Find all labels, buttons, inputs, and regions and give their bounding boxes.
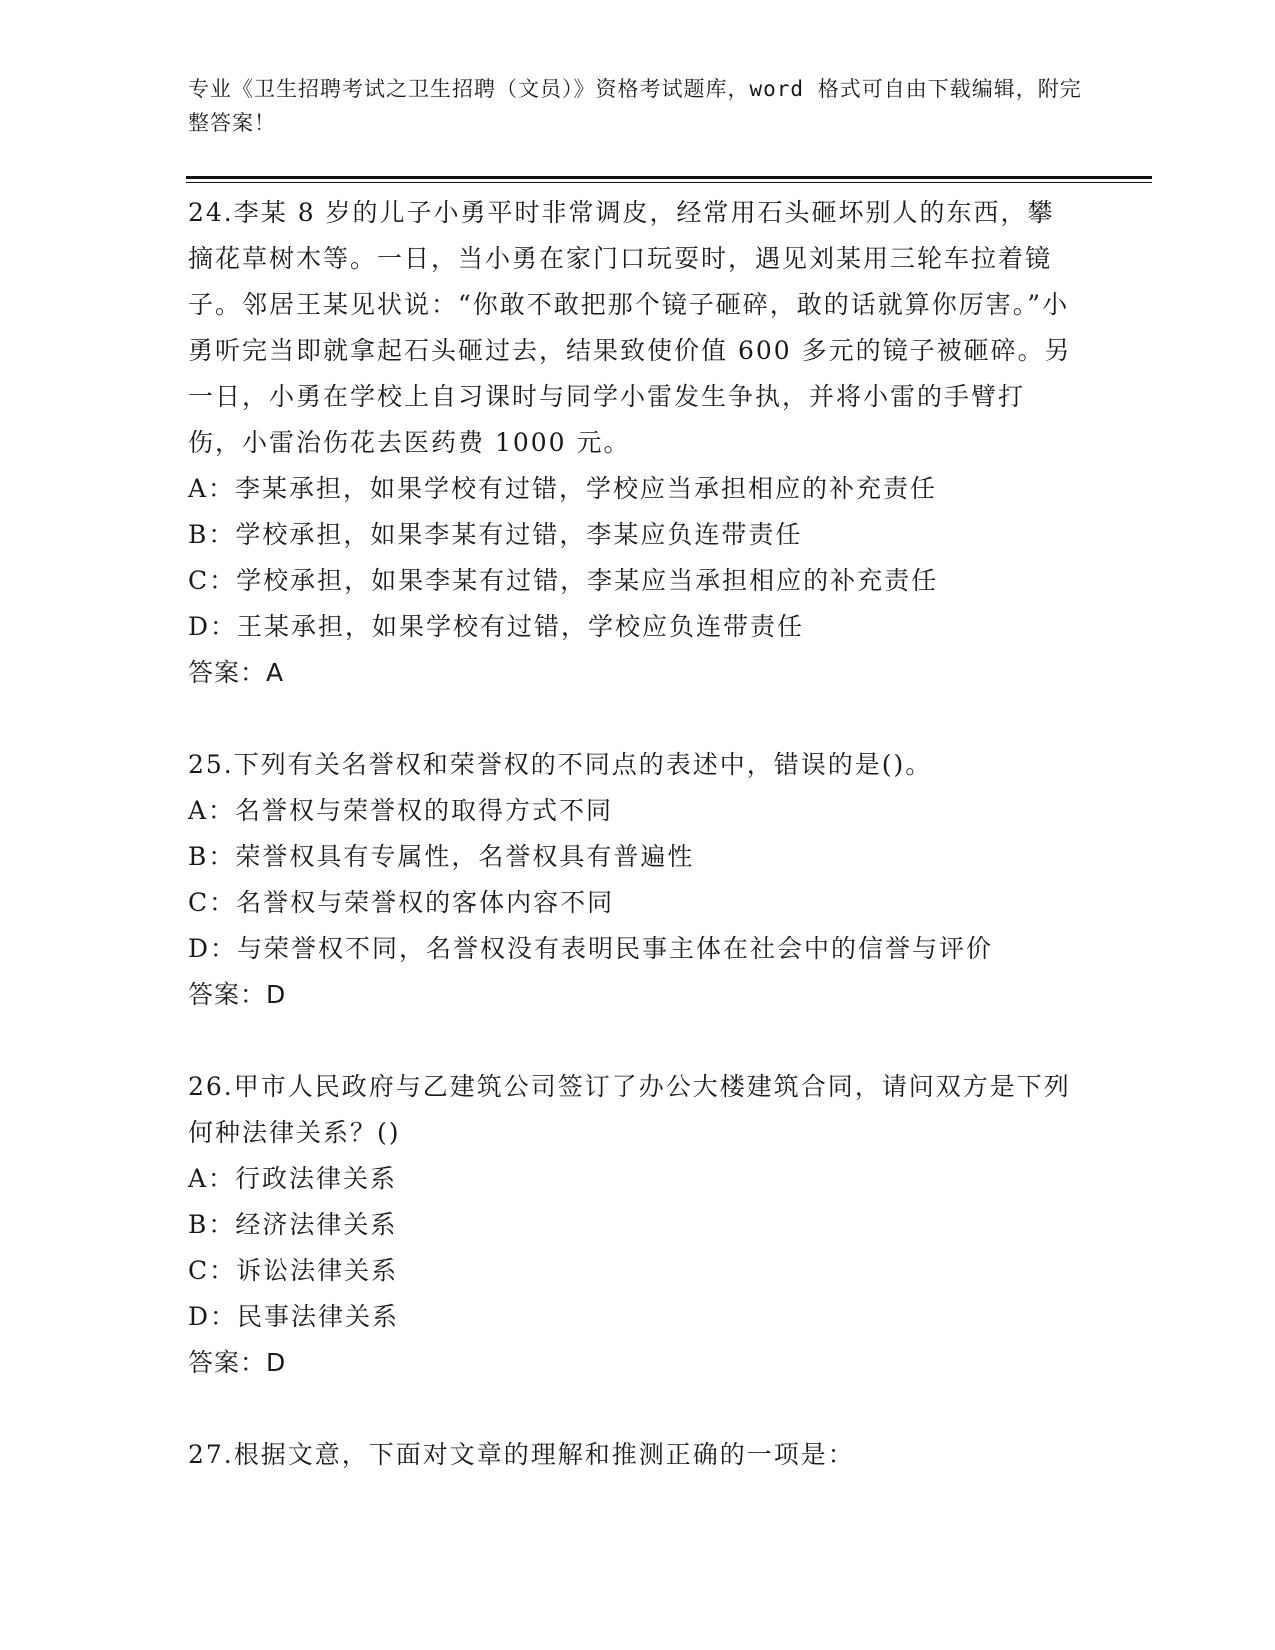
question-list — [188, 190, 1078, 1478]
option-b: B：荣誉权具有专属性，名誉权具有普遍性 — [188, 842, 695, 871]
document-header: 专业《卫生招聘考试之卫生招聘（文员）》资格考试题库，word 格式可自由下载编辑，附完整答案！ — [188, 77, 1082, 135]
option-d: D：王某承担，如果学校有过错，学校应负连带责任 — [188, 612, 805, 641]
question-gap — [188, 1018, 1078, 1064]
option-d: D：民事法律关系 — [188, 1302, 400, 1331]
question-27 — [188, 1432, 1078, 1478]
answer: 答案：A — [188, 658, 285, 687]
option-b: B：经济法律关系 — [188, 1210, 398, 1239]
option-b: B：学校承担，如果李某有过错，李某应负连带责任 — [188, 520, 803, 549]
option-c: C：名誉权与荣誉权的客体内容不同 — [188, 888, 615, 917]
option-a: A：行政法律关系 — [188, 1164, 398, 1193]
question-24 — [188, 190, 1078, 696]
question-stem: 26.甲市人民政府与乙建筑公司签订了办公大楼建筑合同，请问双方是下列何种法律关系？() — [188, 1072, 1071, 1147]
question-stem: 24.李某 8 岁的儿子小勇平时非常调皮，经常用石头砸坏别人的东西，攀摘花草树木等。一日，当小勇在家门口玩耍时，遇见刘某用三轮车拉着镜子。邻居王某见状说：“你敢不敢把那个镜子砸碎，敢的话就算你厉害。”小勇听完当即就拿起石头砸过去，结果致使价值 600 多元的镜子被砸碎。另一日，小勇在学校上自习课时与同学小雷发生争执，并将小雷的手臂打伤，小雷治伤花去医药费 1000 元。 — [188, 198, 1072, 457]
header-rule-thin — [186, 182, 1152, 183]
answer: 答案：D — [188, 1348, 287, 1377]
option-d: D：与荣誉权不同，名誉权没有表明民事主体在社会中的信誉与评价 — [188, 934, 994, 963]
option-a: A：名誉权与荣誉权的取得方式不同 — [188, 796, 614, 825]
question-gap — [188, 696, 1078, 742]
question-stem: 27.根据文意，下面对文章的理解和推测正确的一项是： — [188, 1440, 855, 1469]
question-stem: 25.下列有关名誉权和荣誉权的不同点的表述中，错误的是()。 — [188, 750, 933, 779]
option-c: C：学校承担，如果李某有过错，李某应当承担相应的补充责任 — [188, 566, 939, 595]
option-a: A：李某承担，如果学校有过错，学校应当承担相应的补充责任 — [188, 474, 938, 503]
header-rule-thick — [186, 176, 1152, 179]
question-gap — [188, 1386, 1078, 1432]
option-c: C：诉讼法律关系 — [188, 1256, 399, 1285]
question-25 — [188, 742, 1078, 1018]
answer: 答案：D — [188, 980, 287, 1009]
question-26 — [188, 1064, 1078, 1386]
